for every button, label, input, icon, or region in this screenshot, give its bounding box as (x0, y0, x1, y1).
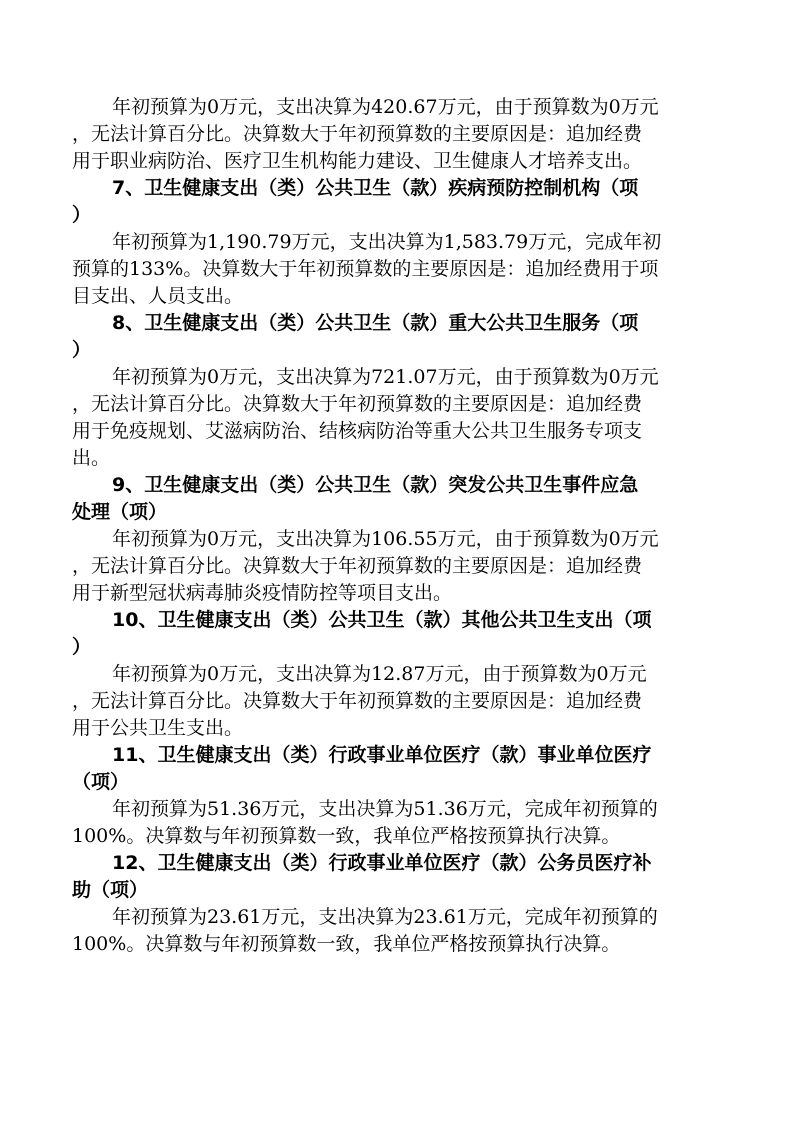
section-8-heading: 8、卫生健康支出（类）公共卫生（款）重大公共卫生服务（项 ） (72, 312, 639, 361)
section-9-body: 年初预算为0万元，支出决算为106.55万元，由于预算数为0万元 ，无法计算百分比。决算数大于年初预算数的主要原因是：追加经费 用于新型冠状病毒肺炎疫情防控等项目支出。 (72, 528, 659, 604)
section-7-body: 年初预算为1,190.79万元，支出决算为1,583.79万元，完成年初 预算的133%。决算数大于年初预算数的主要原因是：追加经费用于项 目支出、人员支出。 (72, 231, 662, 307)
document-page (72, 94, 724, 958)
section-10-body: 年初预算为0万元，支出决算为12.87万元，由于预算数为0万元 ，无法计算百分比。决算数大于年初预算数的主要原因是：追加经费 用于公共卫生支出。 (72, 663, 647, 739)
section-12-body: 年初预算为23.61万元，支出决算为23.61万元，完成年初预算的 100%。决算数与年初预算数一致，我单位严格按预算执行决算。 (72, 906, 658, 955)
section-8-body: 年初预算为0万元，支出决算为721.07万元，由于预算数为0万元 ，无法计算百分比。决算数大于年初预算数的主要原因是：追加经费 用于免疫规划、艾滋病防治、结核病防治等重大公共卫生服务专项支 出。 (72, 366, 659, 469)
section-10-heading: 10、卫生健康支出（类）公共卫生（款）其他公共卫生支出（项 ） (72, 609, 652, 658)
section-7-heading: 7、卫生健康支出（类）公共卫生（款）疾病预防控制机构（项 ） (72, 177, 639, 226)
section-12-heading: 12、卫生健康支出（类）行政事业单位医疗（款）公务员医疗补 助（项） (72, 852, 652, 901)
section-9-heading: 9、卫生健康支出（类）公共卫生（款）突发公共卫生事件应急 处理（项） (72, 474, 639, 523)
section-11-body: 年初预算为51.36万元，支出决算为51.36万元，完成年初预算的 100%。决算数与年初预算数一致，我单位严格按预算执行决算。 (72, 798, 658, 847)
intro-paragraph: 年初预算为0万元，支出决算为420.67万元，由于预算数为0万元 ，无法计算百分比。决算数大于年初预算数的主要原因是：追加经费 用于职业病防治、医疗卫生机构能力建设、卫生健康人才培养支出。 (72, 96, 659, 172)
section-11-heading: 11、卫生健康支出（类）行政事业单位医疗（款）事业单位医疗 （项） (72, 744, 652, 793)
